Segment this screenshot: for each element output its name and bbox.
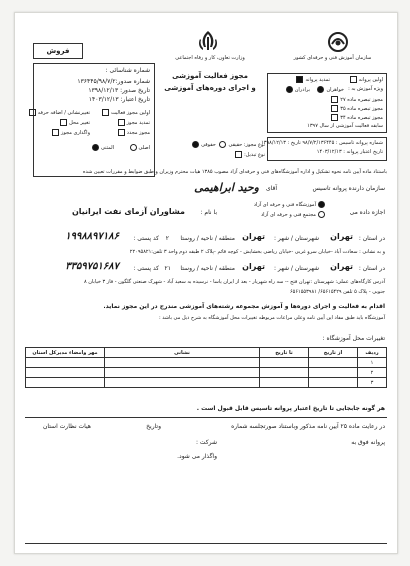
title-line-2: و اجرای دوره‌های آموزشی [164, 84, 256, 92]
table-cell [309, 358, 358, 368]
col-stamp: مهر وامضاء مدیرکل استان [26, 348, 105, 358]
named-label: با نام : [200, 209, 217, 216]
table-row [26, 358, 387, 368]
expiry-date: تاریخ اعتبار: ۱۴۰۳/۱۲/۱۳ [88, 96, 150, 103]
table-row [26, 378, 387, 388]
sale-label: فروش [46, 47, 70, 55]
intro-text: باستناد ماده آیین نامه نحوه تشکیل و اداره آموزشگاه‌های فنی و حرفه‌ای آزاد مصوب ۱۳۸۵ هیات محترم وزیران و طبق ضوابط و مقررات تعیین شده [82, 169, 387, 175]
opt-brothers[interactable]: برادران [284, 86, 310, 94]
school-name: مشاوران آزمای نفت ایرانیان [71, 207, 185, 216]
table-cell [260, 368, 309, 378]
col-from: از تاریخ [309, 348, 358, 358]
table-cell: ۱ [358, 358, 387, 368]
addr4-text: آدرس کارگاه‌های عملی: شهرستان :تهران فتح -- سه راه شهریار - بعد از ایران یاسا - نرسیده به سعید آباد - شهرک صنعتی گلگون - فاز ۳ خیابان ۸ [83, 279, 385, 285]
footer-note-3: پروانه فوق به [351, 439, 385, 446]
addr3-province-label: در استان : [358, 265, 385, 272]
footer-company: شرکت : [195, 439, 217, 446]
tvto-logo-icon [325, 31, 351, 53]
permit-text: اجازه داده می [349, 209, 385, 216]
table-cell [105, 358, 260, 368]
addr1-postal: ۱۹۹۸۸۹۷۱۸۶ [65, 231, 119, 242]
addr3-postal-label: کد پستی : [133, 265, 159, 272]
addr1-province-label: در استان : [358, 235, 385, 242]
opt-renew[interactable]: تمدید مجوز [116, 119, 150, 127]
supervision-board: هیات نظارت استان [43, 423, 91, 430]
addr3-province: تهران [330, 262, 353, 271]
addr5-text: جنوبی - پلاک ۵ تلفن ۶۵۶۱۵۴۲۹/ ۶۵۶۱۵۵۳۹۸۱ [289, 289, 385, 295]
changes-table [25, 347, 387, 388]
table-cell [26, 368, 105, 378]
note-text: آموزشگاه باید طبق مفاد این آیین نامه وعلی مراعات مربوطه تغییرات محل آموزشگاه به شرح ذیل می باشد : [158, 315, 385, 321]
addr1-zone-label: منطقه / ناحیه / روستا [180, 235, 235, 242]
opt-sisters[interactable]: خواهران [315, 86, 344, 94]
opt-art28[interactable]: مجوز تبصره ماده ۲۷ [329, 96, 383, 104]
addr3-zone: ۲۱ [164, 265, 171, 272]
title-line-1: مجوز فعالیت آموزشی [172, 72, 248, 80]
issue-number: شماره صدور:۱۳۶۴۴۵/۹۸/۷/۲ [77, 78, 150, 85]
org-label: سازمان دارنده پروانه تاسیس [312, 185, 385, 192]
issue-date: تاریخ صدور: ۱۳۹۸/۱۲/۱۳ [88, 87, 150, 94]
addr1-city: تهران [242, 232, 265, 241]
right-options-box [267, 73, 387, 133]
table-cell: ۲ [358, 368, 387, 378]
addr3-city-label: شهرستان / شهر : [273, 265, 319, 272]
addr1-city-label: شهرستان / شهر : [273, 235, 319, 242]
left-info-box [33, 63, 155, 177]
opt-first-license[interactable]: اولین مجوز فعالیت [100, 109, 150, 117]
addr1-zone: ۲ [165, 235, 169, 242]
table-cell [26, 358, 105, 368]
opt-transfer[interactable]: واگذاری مجوز [50, 129, 90, 137]
school-type-b: مجتمع فنی و حرفه ای آزاد [261, 211, 327, 219]
table-cell: ۳ [358, 378, 387, 388]
footer-note-1: هر گونه جابجایی تا تاریخ اعتبار پروانه تاسیس قابل قبول است . [196, 405, 385, 412]
table-cell [105, 368, 260, 378]
footer-transfer: واگذار می شود. [177, 453, 217, 460]
addr3-city: تهران [242, 262, 265, 271]
license-document [14, 12, 398, 554]
opt-change-location[interactable]: تغییر محل [58, 119, 90, 127]
license-ref-line-2: تاریخ اعتبار پروانه : ۱۴۰۳/۱۲/۱۳ [316, 149, 383, 155]
conversion-type: نوع تبدیل: [165, 151, 265, 159]
id-label: شماره شناسائی : [105, 67, 150, 74]
license-ref-box [261, 137, 387, 161]
footer-note-2: در رعایت ماده ۲۵ آیین نامه مذکور وباستناد صورتجلسه شماره [231, 423, 385, 430]
col-address: نشانی [105, 348, 260, 358]
table-cell [26, 378, 105, 388]
opt-reissue[interactable]: مجوز مجدد [116, 129, 150, 137]
license-ref-line-1: شماره پروانه تاسیس : ۹۸/۷/۲/۱۳۶۴۴۵ تاریخ : ۱۳۹۸/۱۲/۱۳ [261, 140, 383, 146]
holder-name: وحید ابراهیمی [194, 181, 259, 194]
table-cell [309, 378, 358, 388]
addr1-province: تهران [330, 232, 353, 241]
table-cell [260, 378, 309, 388]
tvto-title: سازمان آموزش فنی و حرفه‌ای کشور [293, 55, 372, 61]
table-row [26, 368, 387, 378]
opt-change-name[interactable]: تغییرنشانی / اضافه حرفه [27, 109, 90, 117]
honorific: آقای [265, 185, 277, 192]
school-type-a: آموزشگاه فنی و حرفه ای آزاد [254, 201, 327, 209]
special-for-label: ویژه آموزش به : [348, 86, 383, 92]
table-cell [260, 358, 309, 368]
addr1-postal-label: کد پستی : [133, 235, 159, 242]
addr3-postal: ۳۳۵۹۷۵۱۶۸۷ [65, 261, 119, 272]
ministry-title: وزارت تعاون، کار و رفاه اجتماعی [175, 55, 245, 61]
grant-type: نوع مجوز: حقیقی حقوقی [165, 141, 265, 149]
opt-original[interactable]: اصلی [128, 144, 150, 152]
col-row: ردیف [358, 348, 387, 358]
decision-text: اقدام به فعالیت و اجرای دوره‌ها و آموزش مجموعه رشته‌های آموزشی مندرج در این مجوز نماید. [103, 303, 385, 310]
col-to: تا تاریخ [260, 348, 309, 358]
footer-note-2b: وتاریخ [146, 423, 161, 430]
opt-legal[interactable]: حقوقی [201, 142, 216, 148]
sale-box [33, 43, 83, 59]
opt-art34[interactable]: مجوز تبصره ماده ۳۴ [329, 114, 383, 122]
activity-since: سابقه فعالیت آموزشی از سال ۱۳۹۷ [307, 123, 383, 129]
opt-art35[interactable]: مجوز تبصره ماده ۳۵ [329, 105, 383, 113]
opt-natural[interactable]: حقیقی [228, 142, 243, 148]
bottom-divider [25, 543, 387, 544]
opt-renew-permit[interactable]: تمدید پروانه [294, 76, 330, 84]
opt-copy[interactable]: المثنی [90, 144, 114, 152]
changes-caption: تغییرات محل آموزشگاه : [322, 335, 385, 342]
table-cell [105, 378, 260, 388]
emblem-icon [195, 29, 221, 53]
addr3-zone-label: منطقه / ناحیه / روستا [180, 265, 235, 272]
opt-first-permit[interactable]: اولین پروانه [348, 76, 383, 84]
divider [25, 417, 387, 418]
table-header-row [26, 348, 387, 358]
table-cell [309, 368, 358, 378]
addr2-text: و به نشانی : سعادت آباد -خیابان سرو غربی -خیابان ریاضی بخشایش - کوچه قائم -پلاک ۲ طبقه دوم واحد ۳ تلفن:۲۲۰۹۵۸۲۱ [129, 249, 385, 255]
